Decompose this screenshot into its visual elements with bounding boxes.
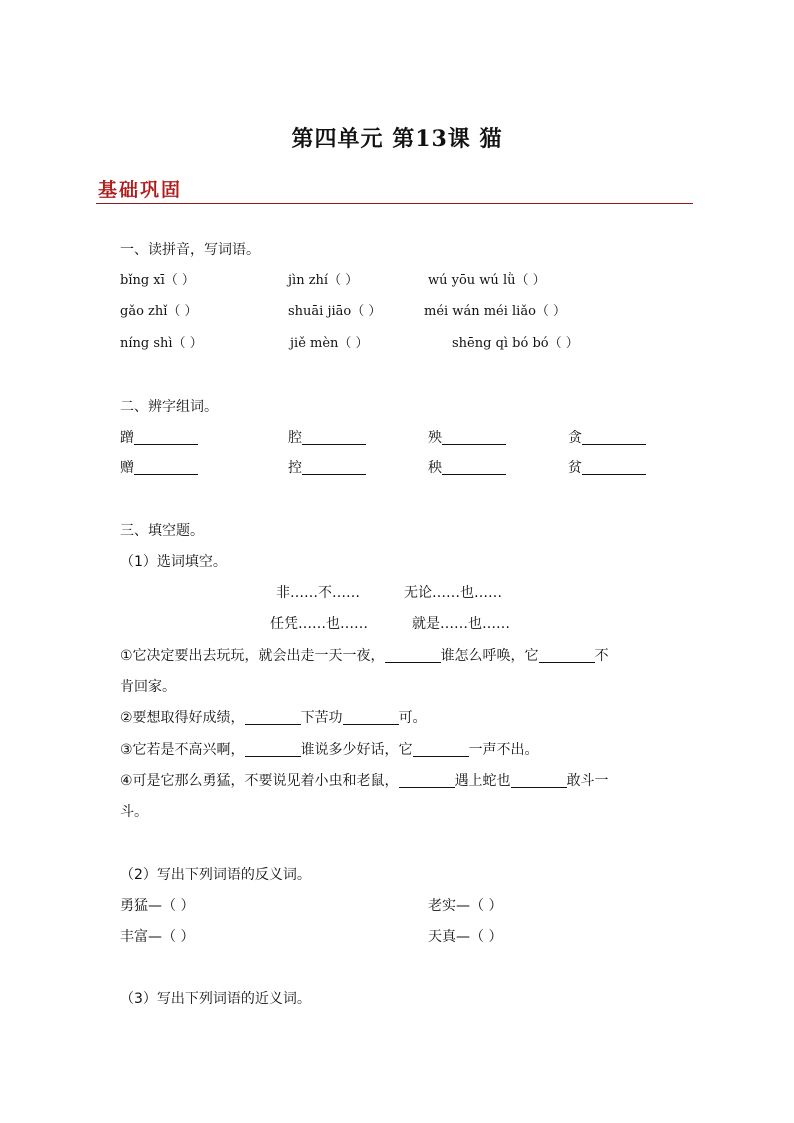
q3-sub2: （2）写出下列词语的反义词。 [120, 867, 311, 883]
char-item: 蹭 [120, 428, 198, 448]
pinyin-item: níng shì（ ） [120, 336, 203, 351]
word-option: 无论……也…… [404, 585, 502, 601]
answer-blank[interactable] [245, 740, 301, 757]
answer-blank[interactable] [134, 458, 198, 475]
answer-blank[interactable] [385, 646, 441, 663]
q3-sub1: （1）选词填空。 [120, 554, 227, 570]
char-item: 控 [288, 458, 366, 478]
answer-blank[interactable] [134, 428, 198, 445]
pinyin-item: bǐng xī（ ） [120, 273, 195, 288]
char-item: 腔 [288, 428, 366, 448]
char-item: 贫 [568, 458, 646, 478]
antonym-item: 天真—（ ） [428, 929, 503, 945]
sentence-3: ③它若是不高兴啊， 谁说多少好话，它 一声不出。 [120, 742, 539, 758]
char-item: 赠 [120, 458, 198, 478]
section-title: 基础巩固 [98, 179, 183, 201]
section-divider [96, 203, 693, 204]
answer-blank[interactable] [442, 428, 506, 445]
answer-blank[interactable] [399, 771, 455, 788]
answer-blank[interactable] [302, 428, 366, 445]
q3-sub3: （3）写出下列词语的近义词。 [120, 991, 311, 1007]
q2-heading: 二、辨字组词。 [120, 399, 218, 415]
pinyin-item: shēng qì bó bó（ ） [452, 336, 579, 351]
word-option: 就是……也…… [412, 616, 510, 632]
sentence-1: ①它决定要出去玩玩，就会出走一天一夜， 谁怎么呼唤，它 不 [120, 648, 609, 664]
answer-blank[interactable] [413, 740, 469, 757]
answer-blank[interactable] [442, 458, 506, 475]
pinyin-item: shuāi jiāo（ ） [288, 304, 382, 319]
q3-heading: 三、填空题。 [120, 523, 204, 539]
word-option: 非……不…… [276, 585, 360, 601]
char-item: 殃 [428, 428, 506, 448]
answer-blank[interactable] [302, 458, 366, 475]
page-title: 第四单元 第13课 猫 [291, 126, 503, 152]
sentence-4: ④可是它那么勇猛，不要说见着小虫和老鼠， 遇上蛇也 敢斗一 [120, 773, 609, 789]
pinyin-item: gǎo zhǐ（ ） [120, 304, 198, 319]
q1-heading: 一、读拼音，写词语。 [120, 242, 260, 258]
pinyin-item: méi wán méi liǎo（ ） [424, 304, 567, 319]
answer-blank[interactable] [343, 708, 399, 725]
answer-blank[interactable] [582, 428, 646, 445]
antonym-item: 老实—（ ） [428, 898, 503, 914]
pinyin-item: jiě mèn（ ） [290, 336, 369, 351]
pinyin-item: wú yōu wú lǜ（ ） [428, 273, 546, 288]
antonym-item: 勇猛—（ ） [120, 898, 195, 914]
answer-blank[interactable] [511, 771, 567, 788]
answer-blank[interactable] [582, 458, 646, 475]
sentence-4-cont: 斗。 [120, 804, 148, 820]
word-option: 任凭……也…… [270, 616, 368, 632]
char-item: 秧 [428, 458, 506, 478]
antonym-item: 丰富—（ ） [120, 929, 195, 945]
sentence-2: ②要想取得好成绩， 下苦功 可。 [120, 710, 427, 726]
sentence-1-cont: 肯回家。 [120, 679, 176, 695]
answer-blank[interactable] [245, 708, 301, 725]
pinyin-item: jìn zhí（ ） [288, 273, 359, 288]
answer-blank[interactable] [539, 646, 595, 663]
char-item: 贪 [568, 428, 646, 448]
